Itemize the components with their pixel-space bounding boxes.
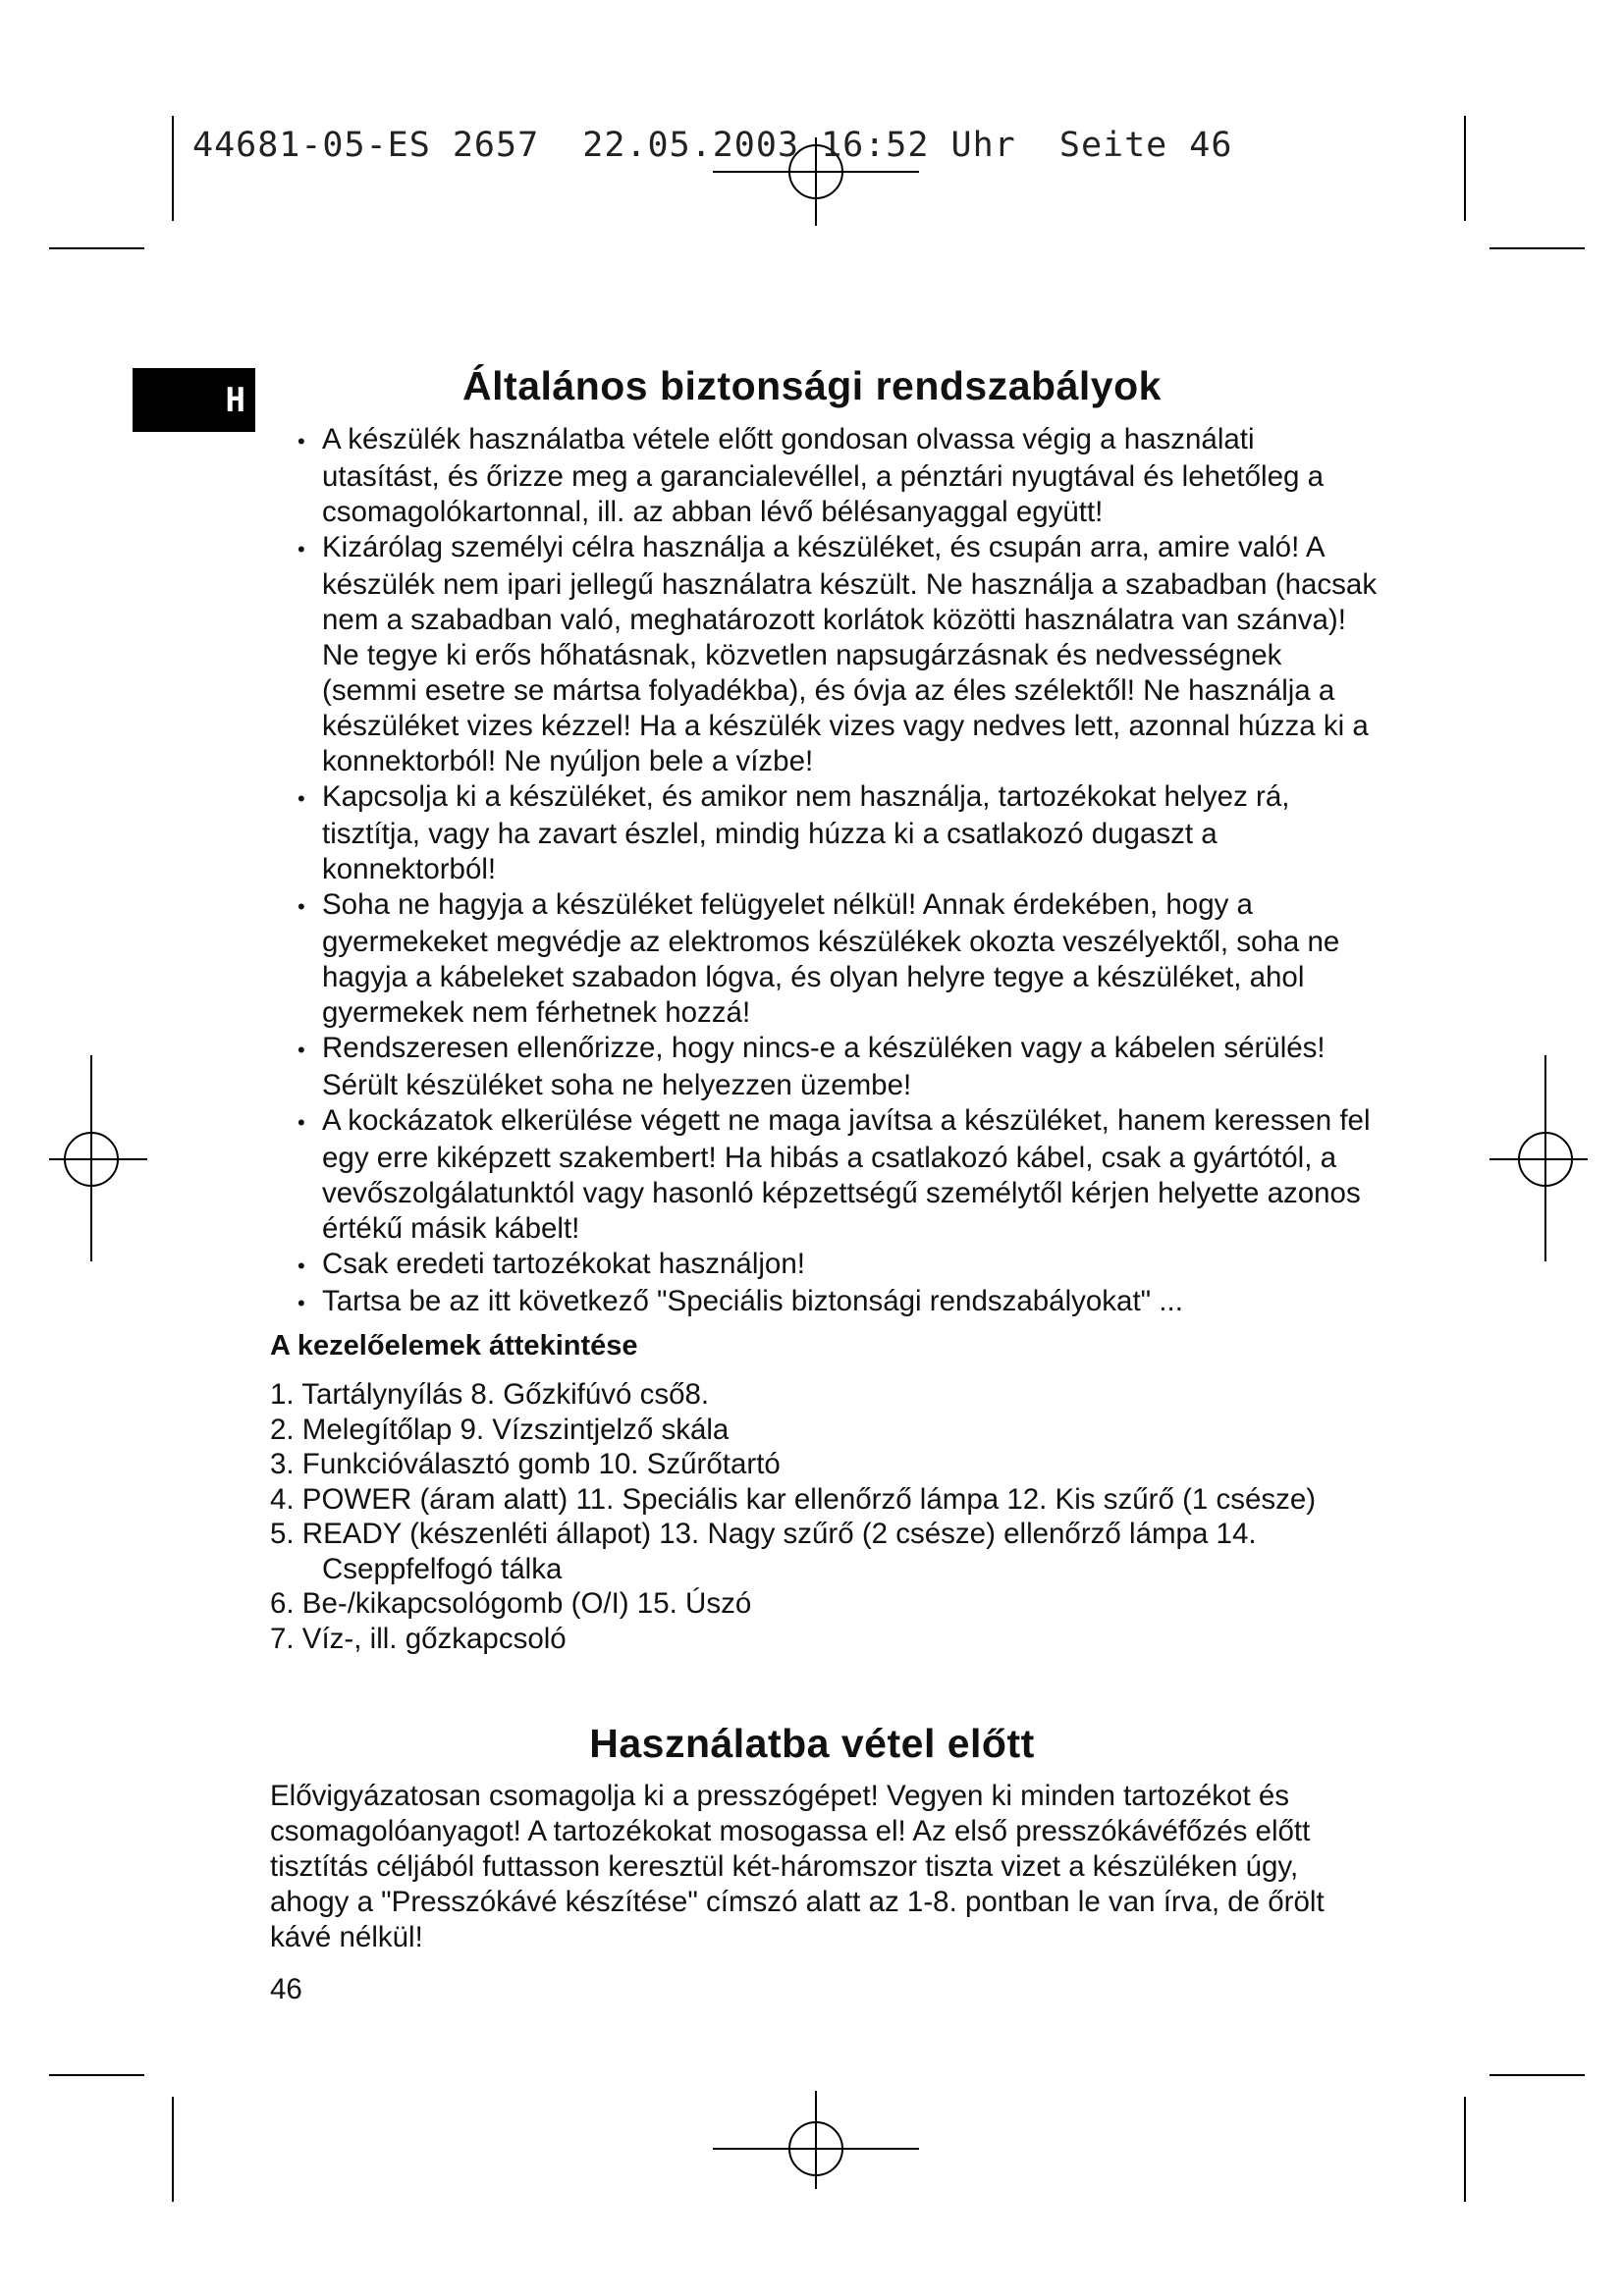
list-item: 6. Be-/kikapcsológomb (O/I) 15. Úszó: [270, 1587, 752, 1620]
print-job-header: 44681-05-ES 2657 22.05.2003 16:52 Uhr Seite 46: [192, 126, 1233, 165]
crop-mark-top-left-horizontal: [49, 247, 144, 249]
safety-rules-list: [270, 422, 1380, 1321]
list-item: 2. Melegítőlap 9. Vízszintjelző skála: [270, 1413, 730, 1446]
list-item: 7. Víz-, ill. gőzkapcsoló: [270, 1622, 567, 1655]
controls-list: [270, 1377, 1350, 1656]
list-item: • Soha ne hagyja a készüléket felügyelet nélkül! Annak érdekében, hogy a gyermekeket megvédje az elektromos készülékek okozta veszélyektől, soha ne hagyja a kábeleket szabadon lógva, és olyan helyre tegye a készüléket, ahol gyermekek nem férhetnek hozzá!: [270, 887, 1380, 1031]
list-item: 4. POWER (áram alatt) 11. Speciális kar ellenőrző lámpa 12. Kis szűrő (1 csésze): [270, 1482, 1317, 1516]
before-use-title: Használatba vétel előtt: [589, 1721, 1035, 1766]
list-item: • Kapcsolja ki a készüléket, és amikor nem használja, tartozékokat helyez rá, tisztítja, vagy ha zavart észlel, mindig húzza ki a csatlakozó dugaszt a konnektorból!: [270, 779, 1380, 887]
crop-mark-bottom-left-horizontal: [49, 2074, 144, 2076]
before-use-paragraph: Elővigyázatosan csomagolja ki a presszógépet! Vegyen ki minden tartozékot és csomagolóanyagot! A tartozékokat mosogassa el! Az első presszókávéfőzés előtt tisztítás céljából futtasson keresztül két-háromszor tiszta vizet a készüléken úgy, ahogy a "Presszókávé készítése" címszó alatt az 1-8. pontban le van írva, de őrölt kávé nélkül!: [270, 1780, 1325, 1953]
list-item: • Tartsa be az itt következő "Speciális biztonsági rendszabályokat" ...: [270, 1284, 1380, 1321]
registration-mark-right-icon: [1489, 1055, 1588, 1261]
registration-mark-bottom-icon: [713, 2091, 919, 2189]
crop-mark-bottom-right-horizontal: [1489, 2074, 1585, 2076]
crop-mark-bottom-right-vertical: [1464, 2097, 1466, 2202]
crop-mark-top-left-vertical: [172, 116, 174, 221]
crop-mark-bottom-left-vertical: [172, 2097, 174, 2202]
controls-overview-heading: A kezelőelemek áttekintése: [270, 1330, 638, 1362]
safety-rules-title: Általános biztonsági rendszabályok: [462, 363, 1162, 408]
page-number: 46: [270, 1973, 302, 2005]
list-item: 3. Funkcióválasztó gomb 10. Szűrőtartó: [270, 1448, 781, 1480]
list-item: 5. READY (készenléti állapot) 13. Nagy szűrő (2 csésze) ellenőrző lámpa 14. Cseppfelfogó tálka: [270, 1518, 1257, 1585]
list-item: • Csak eredeti tartozékokat használjon!: [270, 1247, 1380, 1284]
crop-mark-top-right-vertical: [1464, 116, 1466, 221]
list-item: • A kockázatok elkerülése végett ne maga javítsa a készüléket, hanem keressen fel egy erre kiképzett szakembert! Ha hibás a csatlakozó kábel, csak a gyártótól, a vevőszolgálatunktól vagy hasonló képzettségű személytől kérjen helyette azonos értékű másik kábelt!: [270, 1103, 1380, 1247]
registration-mark-left-icon: [49, 1055, 147, 1261]
list-item: • A készülék használatba vétele előtt gondosan olvassa végig a használati utasítást, és őrizze meg a garancialevéllel, a pénztári nyugtával és lehetőleg a csomagolókartonnal, ill. az abban lévő bélésanyaggal együtt!: [270, 422, 1380, 530]
language-tab-label: H: [225, 380, 245, 420]
list-item: • Rendszeresen ellenőrizze, hogy nincs-e a készüléken vagy a kábelen sérülés! Sérült készüléket soha ne helyezzen üzembe!: [270, 1031, 1380, 1103]
crop-mark-top-right-horizontal: [1489, 247, 1585, 249]
list-item: • Kizárólag személyi célra használja a készüléket, és csupán arra, amire való! A készülék nem ipari jellegű használatra készült. Ne használja a szabadban (hacsak nem a szabadban való, meghatározott korlátok közötti használatra van szánva)! Ne tegye ki erős hőhatásnak, közvetlen napsugárzásnak és nedvességnek (semmi esetre se mártsa folyadékba), és óvja az éles szélektől! Ne használja a készüléket vizes kézzel! Ha a készülék vizes vagy nedves lett, azonnal húzza ki a konnektorból! Ne nyúljon bele a vízbe!: [270, 530, 1380, 779]
list-item: 1. Tartálynyílás 8. Gőzkifúvó cső8.: [270, 1378, 710, 1411]
